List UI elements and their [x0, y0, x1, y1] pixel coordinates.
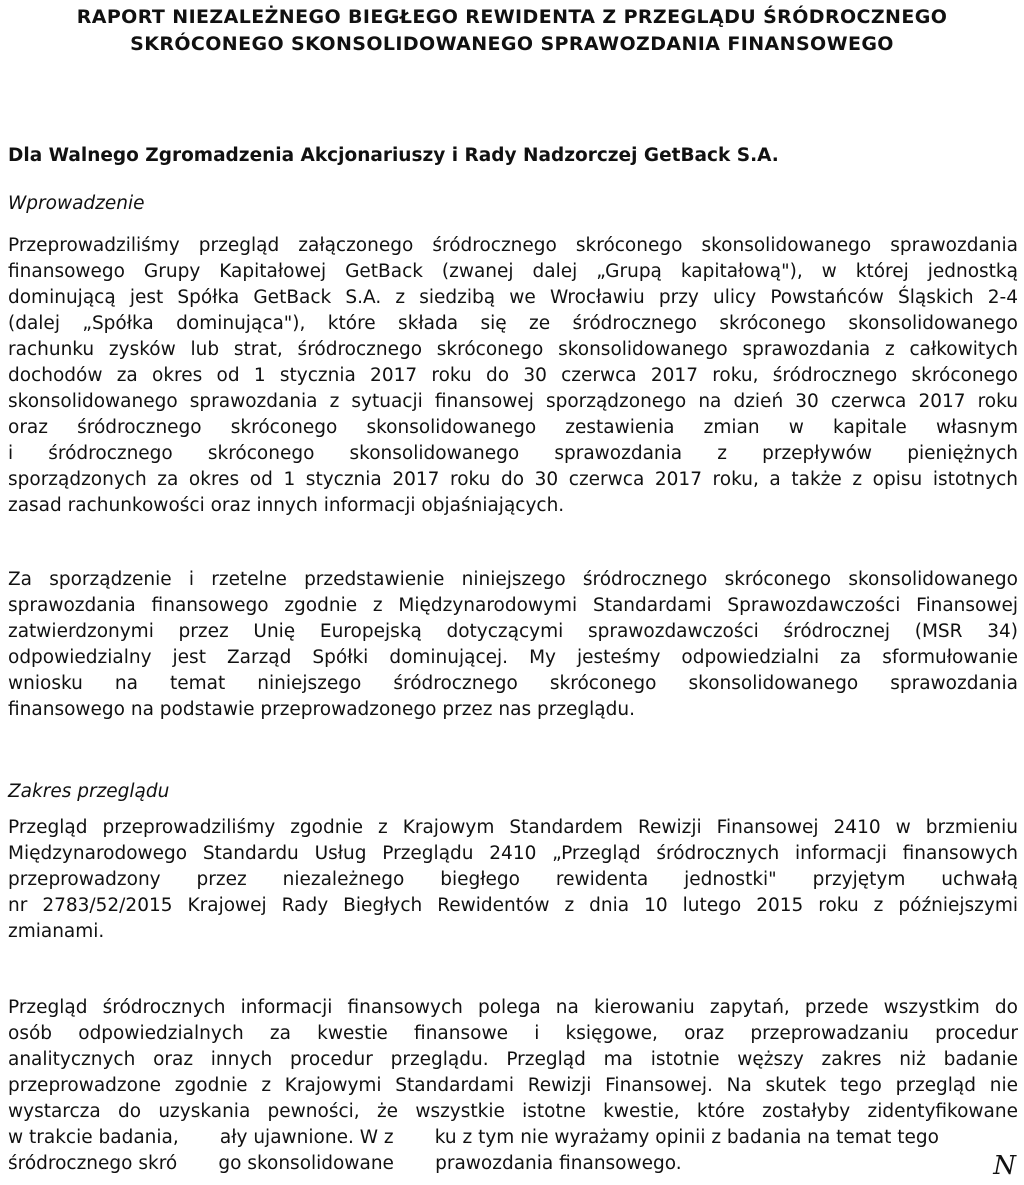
paragraph-line: sprawozdania finansowego zgodnie z Międzynarodowymi Standardami Sprawozdawczości Finansowej — [8, 595, 1018, 616]
paragraph-line: finansowego na podstawie przeprowadzonego przez nas przeglądu. — [8, 699, 635, 720]
report-title-line-2: SKRÓCONEGO SKONSOLIDOWANEGO SPRAWOZDANIA FINANSOWEGO — [130, 33, 894, 55]
report-title-line-1: RAPORT NIEZALEŻNEGO BIEGŁEGO REWIDENTA Z PRZEGLĄDU ŚRÓDROCZNEGO — [76, 6, 948, 28]
paragraph-line: analitycznych oraz innych procedur przeglądu. Przegląd ma istotnie węższy zakres niż badanie — [8, 1049, 1018, 1070]
paragraph-line: nr 2783/52/2015 Krajowej Rady Biegłych Rewidentów z dnia 10 lutego 2015 roku z późniejszymi — [8, 895, 1018, 916]
section-heading-introduction: Wprowadzenie — [8, 193, 145, 214]
paragraph-line: oraz śródrocznego skróconego skonsolidowanego zestawienia zmian w kapitale własnym — [8, 417, 1018, 438]
paragraph-line: finansowego Grupy Kapitałowej GetBack (zwanej dalej „Grupą kapitałową"), w której jednostką — [8, 261, 1018, 282]
paragraph-line: przeprowadzone zgodnie z Krajowymi Standardami Rewizji Finansowej. Na skutek tego przegląd nie — [8, 1075, 1018, 1096]
paragraph-line: wniosku na temat niniejszego śródrocznego skróconego skonsolidowanego sprawozdania — [8, 673, 1018, 694]
paragraph-line: i śródrocznego skróconego skonsolidowanego sprawozdania z przepływów pieniężnych — [8, 443, 1018, 464]
paragraph-line: osób odpowiedzialnych za kwestie finansowe i księgowe, oraz przeprowadzaniu procedur — [8, 1023, 1018, 1044]
paragraph-review-nature — [8, 995, 1018, 1177]
paragraph-line: śródrocznego skró go skonsolidowane prawozdania finansowego. — [8, 1153, 682, 1174]
paragraph-line: przeprowadzony przez niezależnego biegłego rewidenta jednostki" przyjętym uchwałą — [8, 869, 1018, 890]
paragraph-line: Przeprowadziliśmy przegląd załączonego śródrocznego skróconego skonsolidowanego sprawozdania — [8, 235, 1018, 256]
paragraph-line: zasad rachunkowości oraz innych informacji objaśniających. — [8, 495, 565, 516]
paragraph-line: skonsolidowanego sprawozdania z sytuacji finansowej sporządzonego na dzień 30 czerwca 2017 roku — [8, 391, 1018, 412]
paragraph-line: wystarcza do uzyskania pewności, że wszystkie istotne kwestie, które zostałyby zidentyfikowane — [8, 1101, 1018, 1122]
paragraph-line: Międzynarodowego Standardu Usług Przeglądu 2410 „Przegląd śródrocznych informacji finansowych — [8, 843, 1018, 864]
paragraph-line: zmianami. — [8, 921, 105, 942]
paragraph-line: w trakcie badania, ały ujawnione. W z ku z tym nie wyrażamy opinii z badania na temat tego — [8, 1127, 939, 1148]
paragraph-scope — [8, 815, 1018, 945]
paragraph-introduction — [8, 233, 1018, 519]
paragraph-line: sporządzonych za okres od 1 stycznia 2017 roku do 30 czerwca 2017 roku, a także z opisu istotnych — [8, 469, 1018, 490]
paragraph-line: Za sporządzenie i rzetelne przedstawienie niniejszego śródrocznego skróconego skonsolidowanego — [8, 569, 1018, 590]
paragraph-line: dochodów za okres od 1 stycznia 2017 roku do 30 czerwca 2017 roku, śródrocznego skróconego — [8, 365, 1018, 386]
section-heading-scope: Zakres przeglądu — [8, 781, 170, 802]
paragraph-line: rachunku zysków lub strat, śródrocznego skróconego skonsolidowanego sprawozdania z całkowitych — [8, 339, 1018, 360]
paragraph-line: odpowiedzialny jest Zarząd Spółki dominującej. My jesteśmy odpowiedzialni za sformułowanie — [8, 647, 1018, 668]
addressee: Dla Walnego Zgromadzenia Akcjonariuszy i Rady Nadzorczej GetBack S.A. — [8, 145, 779, 166]
paragraph-line: Przegląd przeprowadziliśmy zgodnie z Krajowym Standardem Rewizji Finansowej 2410 w brzmieniu — [8, 817, 1018, 838]
paragraph-line: (dalej „Spółka dominująca"), które składa się ze śródrocznego skróconego skonsolidowanego — [8, 313, 1018, 334]
paragraph-line: Przegląd śródrocznych informacji finansowych polega na kierowaniu zapytań, przede wszystkim do — [8, 997, 1018, 1018]
paragraph-responsibility — [8, 567, 1018, 723]
paragraph-line: dominującą jest Spółka GetBack S.A. z siedzibą we Wrocławiu przy ulicy Powstańców Śląskich 2-4 — [8, 287, 1018, 308]
handwritten-initials: N — [993, 1151, 1016, 1181]
paragraph-line: zatwierdzonymi przez Unię Europejską dotyczącymi sprawozdawczości śródrocznej (MSR 34) — [8, 621, 1018, 642]
